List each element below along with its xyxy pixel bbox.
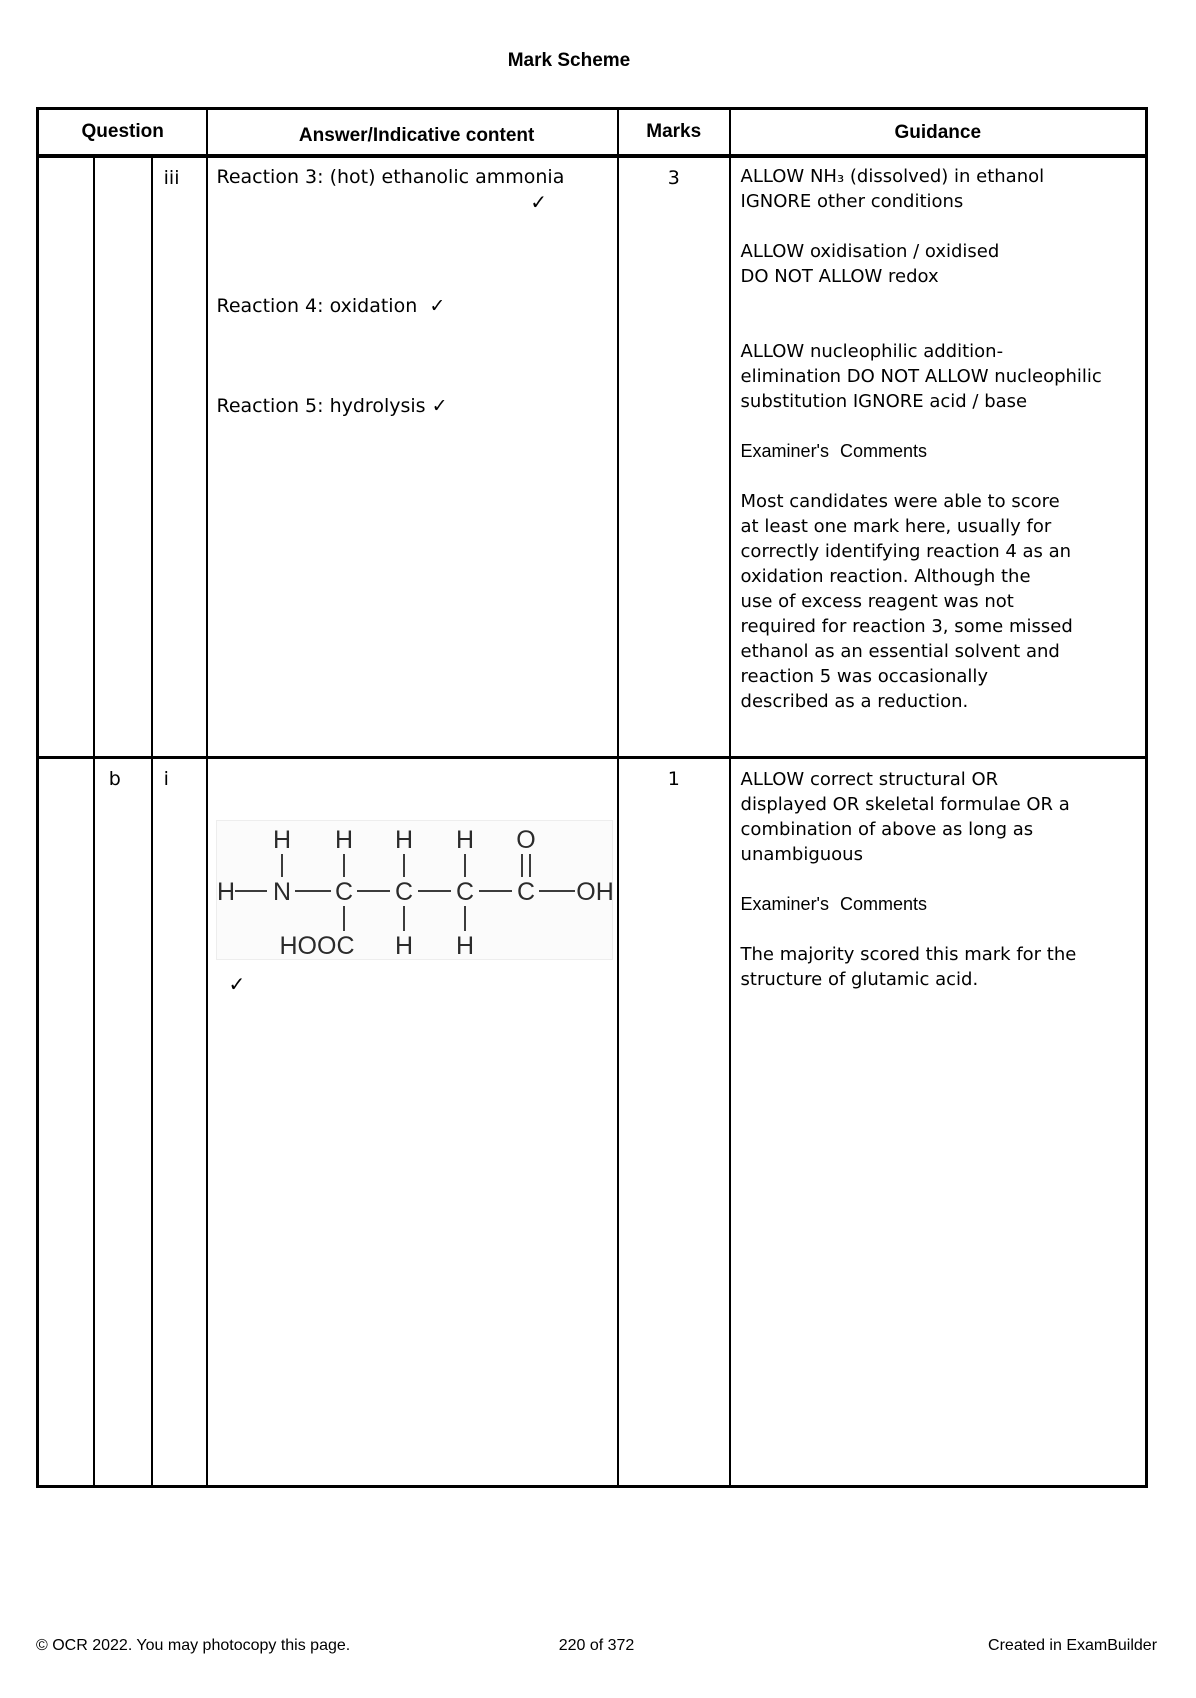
footer-page-number: 220 of 372 [558, 1637, 635, 1654]
guidance-line: use of excess reagent was not [740, 591, 1014, 612]
atom-label: H [456, 932, 475, 959]
guidance-line: substitution IGNORE acid / base [740, 391, 1028, 412]
question-number-cell [39, 158, 95, 756]
atom-label: OH [576, 878, 613, 906]
atom-label: O [516, 826, 537, 854]
guidance-line: ALLOW nucleophilic addition- [740, 341, 1004, 362]
question-number-cell [39, 759, 95, 1485]
question-part-cell: b [95, 759, 153, 1485]
guidance-line: required for reaction 3, some missed [740, 616, 1073, 637]
guidance-cell [731, 158, 1145, 756]
guidance-line: correctly identifying reaction 4 as an [740, 541, 1072, 562]
atom-label: C [456, 878, 475, 906]
guidance-line: unambiguous [740, 844, 863, 865]
atom-label: H [273, 826, 292, 854]
table-row [39, 158, 1145, 759]
atom-label: N [273, 878, 292, 906]
guidance-line: Most candidates were able to score [740, 491, 1060, 512]
answer-line-reaction5: Reaction 5: hydrolysis ✓ [216, 395, 448, 417]
table-header-row [39, 110, 1145, 158]
column-header-guidance: Guidance [894, 121, 982, 143]
answer-line-reaction4: Reaction 4: oxidation ✓ [216, 295, 446, 317]
guidance-line: described as a reduction. [740, 691, 969, 712]
mark-scheme-table [36, 107, 1148, 1488]
column-header-marks: Marks [619, 110, 731, 154]
question-part-cell [95, 158, 153, 756]
guidance-line: structure of glutamic acid. [740, 969, 979, 990]
guidance-line: ethanol as an essential solvent and [740, 641, 1060, 662]
chemical-structure-diagram [217, 821, 612, 959]
guidance-line: elimination DO NOT ALLOW nucleophilic [740, 366, 1102, 387]
table-row [39, 759, 1145, 1485]
glutamic-acid-structure-image [216, 820, 613, 960]
footer-created-in: Created in ExamBuilder [988, 1637, 1158, 1654]
atom-label: C [517, 878, 536, 906]
answer-cell [208, 158, 618, 756]
page-title: Mark Scheme [507, 50, 631, 71]
atom-label: C [335, 878, 354, 906]
page-footer [36, 1637, 1157, 1655]
marks-cell: 1 [619, 759, 731, 1485]
examiners-comments-heading: Examiner's Comments [740, 894, 928, 914]
column-header-answer: Answer/Indicative content [208, 110, 619, 154]
guidance-line: combination of above as long as [740, 819, 1034, 840]
atom-label: H [395, 932, 414, 959]
guidance-line: ALLOW correct structural OR [740, 769, 999, 790]
atom-label: C [395, 878, 414, 906]
marks-cell: 3 [619, 158, 731, 756]
guidance-cell [731, 759, 1145, 1485]
atom-label: HOOC [279, 932, 355, 959]
atom-label: H [335, 826, 354, 854]
mark-tick-line [216, 190, 616, 216]
answer-cell [208, 759, 618, 1485]
guidance-line: ALLOW oxidisation / oxidised [740, 241, 1000, 262]
guidance-line: IGNORE other conditions [740, 191, 964, 212]
atom-label: H [217, 878, 236, 906]
guidance-line: at least one mark here, usually for [740, 516, 1052, 537]
tick-icon: ✓ [530, 190, 547, 214]
guidance-line: reaction 5 was occasionally [740, 666, 989, 687]
guidance-line: oxidation reaction. Although the [740, 566, 1031, 587]
answer-line-reaction3: Reaction 3: (hot) ethanolic ammonia [216, 166, 565, 188]
atom-label: H [456, 826, 475, 854]
guidance-line: ALLOW NH₃ (dissolved) in ethanol [740, 166, 1045, 187]
question-subpart-cell: iii [153, 158, 209, 756]
guidance-line: displayed OR skeletal formulae OR a [740, 794, 1070, 815]
examiners-comments-heading: Examiner's Comments [740, 441, 928, 461]
footer-copyright: © OCR 2022. You may photocopy this page. [36, 1637, 351, 1654]
question-subpart-cell: i [153, 759, 209, 1485]
tick-icon: ✓ [228, 972, 246, 996]
atom-label: H [395, 826, 414, 854]
guidance-line: DO NOT ALLOW redox [740, 266, 939, 287]
guidance-line: The majority scored this mark for the [740, 944, 1077, 965]
column-header-question: Question [39, 110, 208, 154]
